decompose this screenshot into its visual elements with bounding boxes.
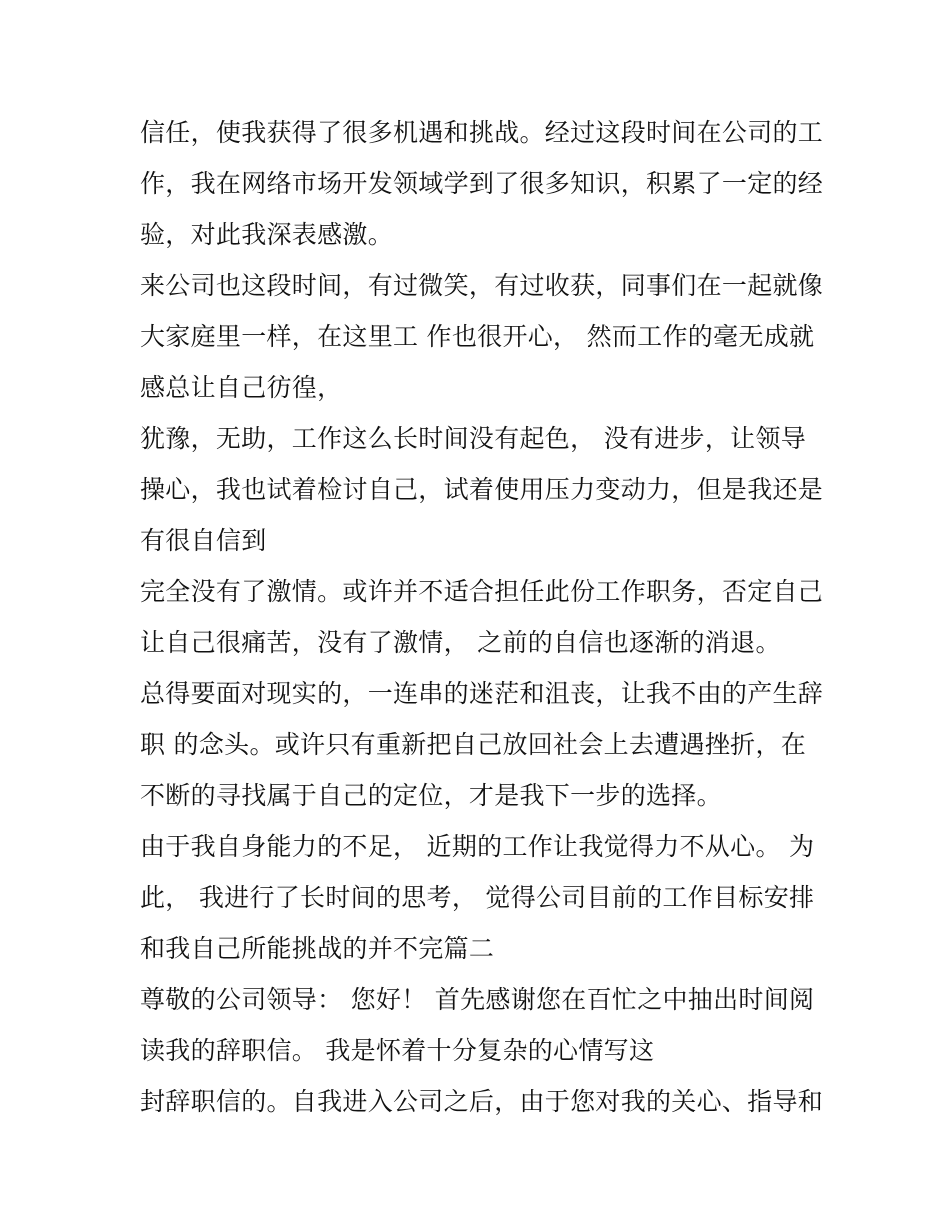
text-line: 有很自信到 — [140, 526, 267, 555]
text-line: 职 的念头。或许只有重新把自己放回社会上去遭遇挫折，在 — [140, 730, 807, 759]
text-line: 此， 我进行了长时间的思考， 觉得公司目前的工作目标安排 — [140, 883, 815, 912]
text-line: 完全没有了激情。或许并不适合担任此份工作职务，否定自己 — [140, 577, 824, 606]
text-line: 感总让自己彷徨， — [140, 373, 343, 402]
text-line: 不断的寻找属于自己的定位，才是我下一步的选择。 — [140, 781, 722, 810]
text-line: 犹豫，无助，工作这么长时间没有起色， 没有进步，让领导 — [140, 424, 807, 453]
text-line: 读我的辞职信。 我是怀着十分复杂的心情写这 — [140, 1036, 655, 1065]
text-line: 作，我在网络市场开发领域学到了很多知识，积累了一定的经 — [140, 169, 824, 198]
text-line: 封辞职信的。自我进入公司之后，由于您对我的关心、指导和 — [140, 1087, 824, 1116]
text-line: 尊敬的公司领导： 您好！ 首先感谢您在百忙之中抽出时间阅 — [140, 985, 815, 1014]
text-line: 和我自己所能挑战的并不完篇二 — [140, 934, 495, 963]
text-line: 验，对此我深表感激。 — [140, 220, 394, 249]
text-line: 由于我自身能力的不足， 近期的工作让我觉得力不从心。 为 — [140, 832, 815, 861]
text-line: 总得要面对现实的，一连串的迷茫和沮丧，让我不由的产生辞 — [140, 679, 824, 708]
text-line: 来公司也这段时间，有过微笑，有过收获，同事们在一起就像 — [140, 271, 824, 300]
text-line: 大家庭里一样，在这里工 作也很开心， 然而工作的毫无成就 — [140, 322, 815, 351]
text-line: 让自己很痛苦，没有了激情， 之前的自信也逐渐的消退。 — [140, 628, 781, 657]
text-line: 操心，我也试着检讨自己，试着使用压力变动力，但是我还是 — [140, 475, 824, 504]
text-line: 信任，使我获得了很多机遇和挑战。经过这段时间在公司的工 — [140, 118, 824, 147]
document-body — [140, 107, 824, 1127]
